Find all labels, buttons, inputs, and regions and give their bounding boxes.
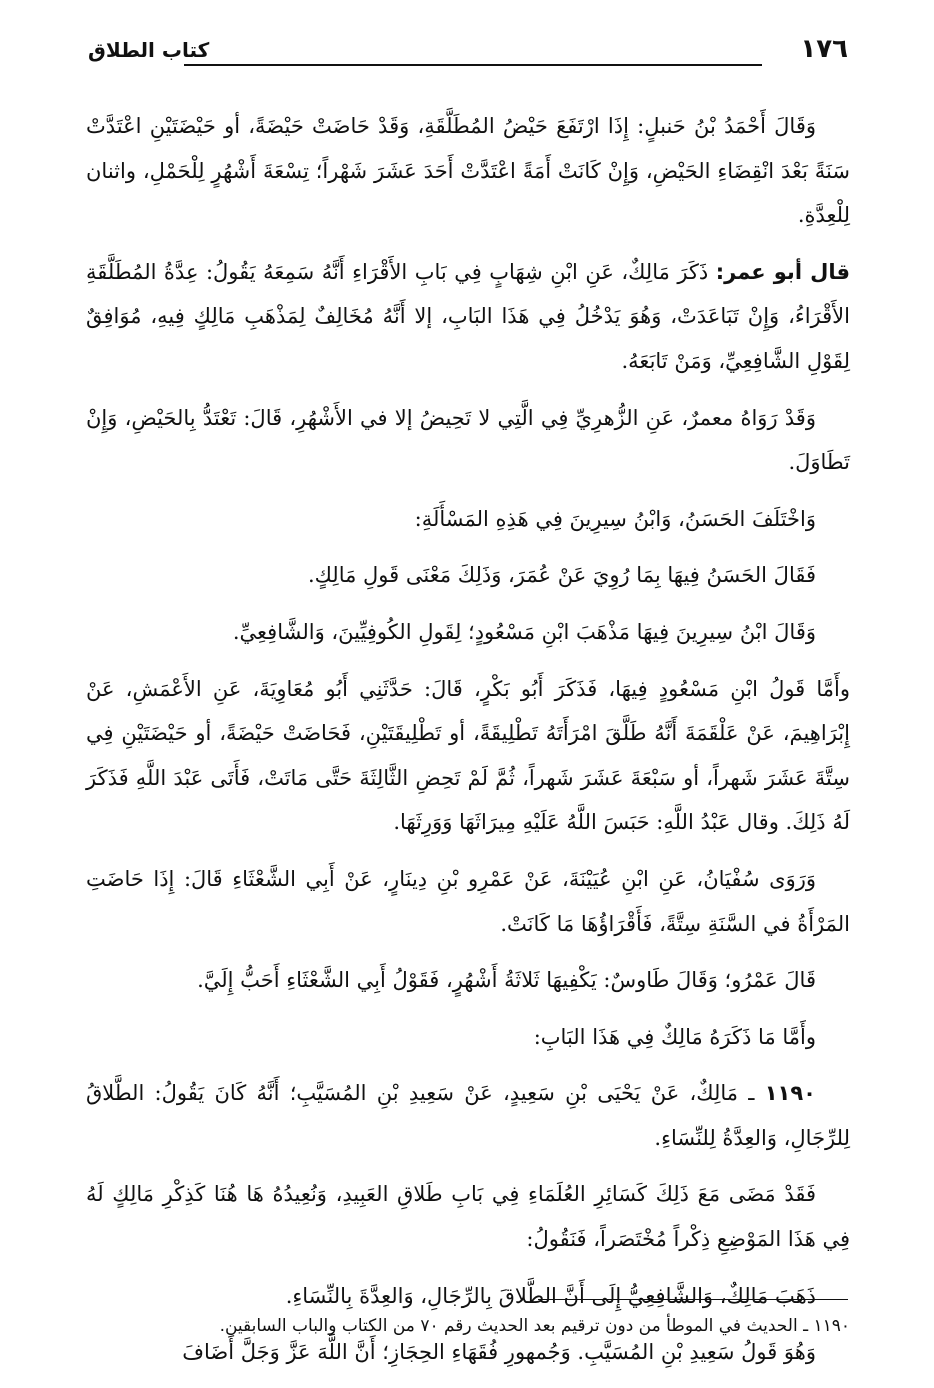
paragraph-13: ذَهَبَ مَالِكٌ، وَالشَّافِعِيُّ إِلَى أَنَّ الطَّلاقَ بِالرِّجَالِ، وَالعِدَّةَ بِالنِّسَاءِ. bbox=[285, 1283, 816, 1308]
paragraph-1: وَقَالَ أَحْمَدُ بْنُ حَنبلٍ: إِذَا ارْتَفَعَ حَيْضُ المُطَلَّقَةِ، وَقَدْ حَاضَتْ حَيْضَةً، أو حَيْضَتَيْنِ اعْتَدَّتْ سَنَةً بَعْدَ انْقِضَاءِ الحَيْضِ، وَإِنْ كَانَتْ أَمَةً اعْتَدَّتْ أَحَدَ عَشَرَ شَهْراً؛ تِسْعَةَ أَشْهُرٍ لِلْحَمْلِ، واثنان لِلْعِدَّةِ. bbox=[86, 114, 850, 228]
paragraph-5: فَقَالَ الحَسَنُ فِيهَا بِمَا رُوِيَ عَنْ عُمَرَ، وَذَلِكَ مَعْنَى قَولِ مَالِكٍ. bbox=[307, 563, 816, 588]
running-title: كتاب الطلاق bbox=[88, 38, 210, 62]
footnote: ١١٩٠ ـ الحديث في الموطأ من دون ترقيم بعد الحديث رقم ٧٠ من الكتاب والباب السابقين. bbox=[219, 1316, 850, 1336]
hadith-1190: ١١٩٠ ـ مَالِكٌ، عَنْ يَحْيَى بْنِ سَعِيدٍ، عَنْ سَعِيدِ بْنِ المُسَيَّبِ؛ أَنَّهُ كَانَ يَقُولُ: الطَّلاقُ لِلرِّجَالِ، وَالعِدَّةُ لِلنِّسَاءِ. bbox=[86, 1081, 850, 1150]
page-number: ١٧٦ bbox=[800, 34, 848, 64]
hadith-number: ١١٩٠ bbox=[764, 1081, 816, 1106]
page-header bbox=[88, 28, 848, 80]
paragraph-12: فَقَدْ مَضَى مَعَ ذَلِكَ كَسَائِرِ العُلَمَاءِ فِي بَابِ طَلاقِ العَبِيدِ، وَنُعِيدُهُ هَا هُنَا كَذِكْرِ مَالِكٍ لَهُ فِي هَذَا المَوْضِعِ ذِكْراً مُخْتَصَراً، فَنَقُولُ: bbox=[86, 1182, 850, 1252]
speaker-label: قال أبو عمر: bbox=[715, 259, 850, 284]
paragraph-10: وأَمَّا مَا ذَكَرَهُ مَالِكٌ فِي هَذَا البَابِ: bbox=[533, 1024, 816, 1049]
main-text bbox=[86, 104, 850, 1375]
paragraph-2: قال أبو عمر: ذَكَرَ مَالِكٌ، عَنِ ابْنِ شِهَابٍ فِي بَابِ الأَقْرَاءِ أَنَّهُ سَمِعَهُ يَقُولُ: عِدَّةُ المُطَلَّقَةِ الأَقْرَاءُ، وَإِنْ تَبَاعَدَتْ، وَهُوَ يَدْخُلُ فِي هَذَا البَابِ، إلا أَنَّهُ مُخَالِفٌ لِمَذْهَبِ مَالِكٍ فِيهِ، مُوَافِقٌ لِقَوْلِ الشَّافِعِيِّ، وَمَنْ تَابَعَهُ. bbox=[86, 259, 850, 373]
paragraph-6: وَقَالَ ابْنُ سِيرِينَ فِيهَا مَذْهَبَ ابْنِ مَسْعُودٍ؛ لِقَولِ الكُوفِيِّينَ، وَالشَّافِعِيِّ. bbox=[232, 619, 816, 644]
paragraph-4: وَاخْتَلَفَ الحَسَنُ، وَابْنُ سِيرِينَ فِي هَذِهِ المَسْأَلَةِ: bbox=[414, 506, 816, 531]
paragraph-7: وأَمَّا قَولُ ابْنِ مَسْعُودٍ فِيهَا، فَذَكَرَ أَبُو بَكْرٍ، قَالَ: حَدَّثَنِي أَبُو مُعَاوِيَةَ، عَنِ الأَعْمَشِ، عَنْ إِبْرَاهِيمَ، عَنْ عَلْقَمَةَ أَنَّهُ طَلَّقَ امْرَأَتَهُ تَطْلِيقَةً، أو تَطْلِيقَتَيْنِ، فَحَاضَتْ حَيْضَةً، أو حَيْضَتَيْنِ فِي سِتَّةَ عَشَرَ شَهراً، أو سَبْعَةَ عَشَرَ شَهراً، ثُمَّ لَمْ تَحِضِ الثَّالِثَةَ حَتَّى مَاتَتْ، فَأَتَى عَبْدَ اللَّهِ فَذَكَرَ لَهُ ذَلِكَ. وقال عَبْدُ اللَّهِ: حَبَسَ اللَّهُ عَلَيْهِ مِيرَاثَهَا وَوَرِثَهَا. bbox=[86, 676, 850, 835]
footnote-rule bbox=[538, 1299, 848, 1300]
paragraph-14: وَهُوَ قَولُ سَعِيدِ بْنِ المُسَيَّبِ. وَجُمهورِ فُقَهَاءِ الحِجَازِ؛ أَنَّ اللَّهَ عَزَّ وَجَلَّ أَضَافَ bbox=[182, 1340, 816, 1365]
paragraph-3: وَقَدْ رَوَاهُ معمرٌ، عَنِ الزُّهرِيِّ فِي الَّتِي لا تَحِيضُ إلا في الأَشْهُرِ، قَالَ: تَعْتَدُّ بِالحَيْضِ، وَإِنْ تَطَاوَلَ. bbox=[86, 405, 850, 475]
header-rule bbox=[184, 64, 762, 66]
paragraph-9: قَالَ عَمْرُو؛ وَقَالَ طَاوسٌ: يَكْفِيهَا ثَلاثَةُ أَشْهُرٍ، فَقَوْلُ أَبِي الشَّعْثَاءِ أَحَبُّ إِلَيَّ. bbox=[197, 968, 816, 993]
paragraph-8: وَرَوَى سُفْيَانُ، عَنِ ابْنِ عُيَيْنَةَ، عَنْ عَمْرِو بْنِ دِينَارٍ، عَنْ أَبِي الشَّعْثَاءِ قَالَ: إِذَا حَاضَتِ المَرْأَةُ في السَّنَةِ سِتَّةً، فَأَقْرَاؤُهَا مَا كَانَتْ. bbox=[86, 866, 850, 936]
